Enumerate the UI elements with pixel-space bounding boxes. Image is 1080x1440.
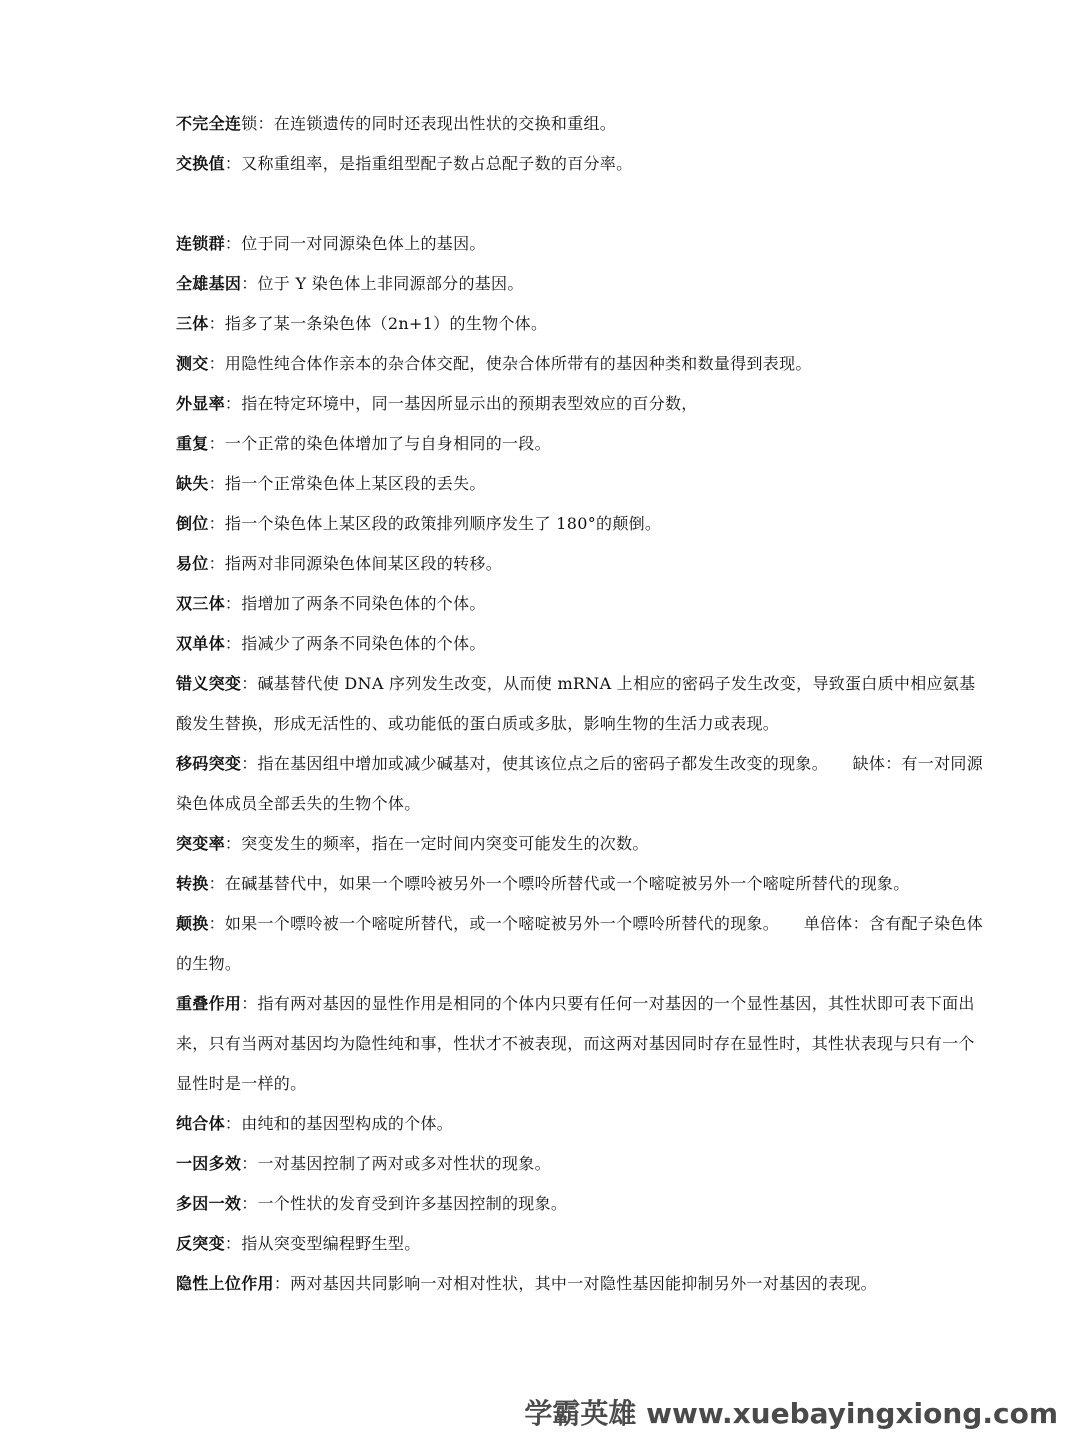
blank-line bbox=[176, 184, 986, 224]
entry-term: 移码突变 bbox=[176, 754, 242, 773]
entry-term: 双三体 bbox=[176, 594, 225, 613]
glossary-entry bbox=[176, 664, 986, 744]
glossary-main bbox=[176, 224, 986, 1304]
entry-term: 重叠作用 bbox=[176, 994, 242, 1013]
entry-definition: ：位于同一对同源染色体上的基因。 bbox=[224, 234, 486, 253]
entry-definition: ：指减少了两条不同染色体的个体。 bbox=[224, 634, 486, 653]
entry-term: 突变率 bbox=[176, 834, 225, 853]
glossary-entry bbox=[176, 864, 986, 904]
glossary-entry bbox=[176, 1264, 986, 1304]
glossary-entry bbox=[176, 264, 986, 304]
entry-term: 外显率 bbox=[176, 394, 225, 413]
entry-term: 转换 bbox=[176, 874, 209, 893]
entry-definition: ：指多了某一条染色体（2n+1）的生物个体。 bbox=[208, 314, 548, 333]
glossary-entry bbox=[176, 424, 986, 464]
entry-term: 倒位 bbox=[176, 514, 209, 533]
glossary-entry bbox=[176, 584, 986, 624]
entry-definition: ：指一个染色体上某区段的政策排列顺序发生了 180°的颠倒。 bbox=[208, 514, 662, 533]
entry-definition: ：指在基因组中增加或减少碱基对，使其该位点之后的密码子都发生改变的现象。 缺体：有一对同源染色体成员全部丢失的生物个体。 bbox=[176, 754, 984, 813]
entry-definition: ：用隐性纯合体作亲本的杂合体交配，使杂合体所带有的基因种类和数量得到表现。 bbox=[208, 354, 812, 373]
entry-definition: ：指在特定环境中，同一基因所显示出的预期表型效应的百分数， bbox=[224, 394, 698, 413]
entry-term: 全雄基因 bbox=[176, 274, 242, 293]
entry-term: 缺失 bbox=[176, 474, 209, 493]
entry-definition: ：突变发生的频率，指在一定时间内突变可能发生的次数。 bbox=[224, 834, 649, 853]
glossary-entry bbox=[176, 904, 986, 984]
entry-definition: ：指一个正常染色体上某区段的丢失。 bbox=[208, 474, 486, 493]
glossary-entry bbox=[176, 624, 986, 664]
entry-definition: ：两对基因共同影响一对相对性状，其中一对隐性基因能抑制另外一对基因的表现。 bbox=[273, 1274, 877, 1293]
entry-term: 测交 bbox=[176, 354, 209, 373]
entry-term: 一因多效 bbox=[176, 1154, 242, 1173]
entry-definition: 锁：在连锁遗传的同时还表现出性状的交换和重组。 bbox=[241, 114, 617, 133]
entry-term: 错义突变 bbox=[176, 674, 242, 693]
entry-term: 易位 bbox=[176, 554, 209, 573]
entry-definition: ：指两对非同源染色体间某区段的转移。 bbox=[208, 554, 503, 573]
entry-definition: ：在碱基替代中，如果一个嘌呤被另外一个嘌呤所替代或一个嘧啶被另外一个嘧啶所替代的现象。 bbox=[208, 874, 910, 893]
entry-term: 纯合体 bbox=[176, 1114, 225, 1133]
glossary-entry bbox=[176, 104, 986, 144]
glossary-entry bbox=[176, 744, 986, 824]
glossary-entry bbox=[176, 1184, 986, 1224]
entry-term: 交换值 bbox=[176, 154, 225, 173]
document-body bbox=[176, 104, 986, 1304]
entry-term: 重复 bbox=[176, 434, 209, 453]
entry-term: 连锁群 bbox=[176, 234, 225, 253]
glossary-entry bbox=[176, 1144, 986, 1184]
entry-term: 反突变 bbox=[176, 1234, 225, 1253]
entry-definition: ：一对基因控制了两对或多对性状的现象。 bbox=[241, 1154, 551, 1173]
entry-term: 颠换 bbox=[176, 914, 209, 933]
glossary-entry bbox=[176, 344, 986, 384]
entry-term: 不完全连 bbox=[176, 114, 242, 133]
glossary-entry bbox=[176, 984, 986, 1104]
entry-term: 多因一效 bbox=[176, 1194, 242, 1213]
entry-definition: ：指从突变型编程野生型。 bbox=[224, 1234, 421, 1253]
entry-definition: ：一个正常的染色体增加了与自身相同的一段。 bbox=[208, 434, 551, 453]
entry-term: 三体 bbox=[176, 314, 209, 333]
entry-definition: ：一个性状的发育受到许多基因控制的现象。 bbox=[241, 1194, 568, 1213]
glossary-entry bbox=[176, 464, 986, 504]
watermark: 学霸英雄 www.xuebayingxiong.com bbox=[524, 1397, 1058, 1430]
glossary-entry bbox=[176, 144, 986, 184]
glossary-entry bbox=[176, 304, 986, 344]
glossary-entry bbox=[176, 1224, 986, 1264]
glossary-entry bbox=[176, 384, 986, 424]
glossary-entry bbox=[176, 1104, 986, 1144]
entry-definition: ：碱基替代使 DNA 序列发生改变，从而使 mRNA 上相应的密码子发生改变，导致蛋白质中相应氨基酸发生替换，形成无活性的、或功能低的蛋白质或多肽，影响生物的生活力或表现。 bbox=[176, 674, 976, 733]
entry-term: 双单体 bbox=[176, 634, 225, 653]
glossary-top bbox=[176, 104, 986, 184]
entry-definition: ：又称重组率，是指重组型配子数占总配子数的百分率。 bbox=[224, 154, 633, 173]
glossary-entry bbox=[176, 504, 986, 544]
entry-definition: ：由纯和的基因型构成的个体。 bbox=[224, 1114, 454, 1133]
entry-definition: ：指增加了两条不同染色体的个体。 bbox=[224, 594, 486, 613]
glossary-entry bbox=[176, 824, 986, 864]
glossary-entry bbox=[176, 544, 986, 584]
entry-definition: ：如果一个嘌呤被一个嘧啶所替代，或一个嘧啶被另外一个嘌呤所替代的现象。 单倍体：含有配子染色体的生物。 bbox=[176, 914, 984, 973]
entry-definition: ：指有两对基因的显性作用是相同的个体内只要有任何一对基因的一个显性基因，其性状即可表下面出来，只有当两对基因均为隐性纯和事，性状才不被表现，而这两对基因同时存在显性时，其性状表现与只有一个显性时是一样的。 bbox=[176, 994, 975, 1093]
entry-definition: ：位于 Y 染色体上非同源部分的基因。 bbox=[241, 274, 524, 293]
entry-term: 隐性上位作用 bbox=[176, 1274, 274, 1293]
glossary-entry bbox=[176, 224, 986, 264]
